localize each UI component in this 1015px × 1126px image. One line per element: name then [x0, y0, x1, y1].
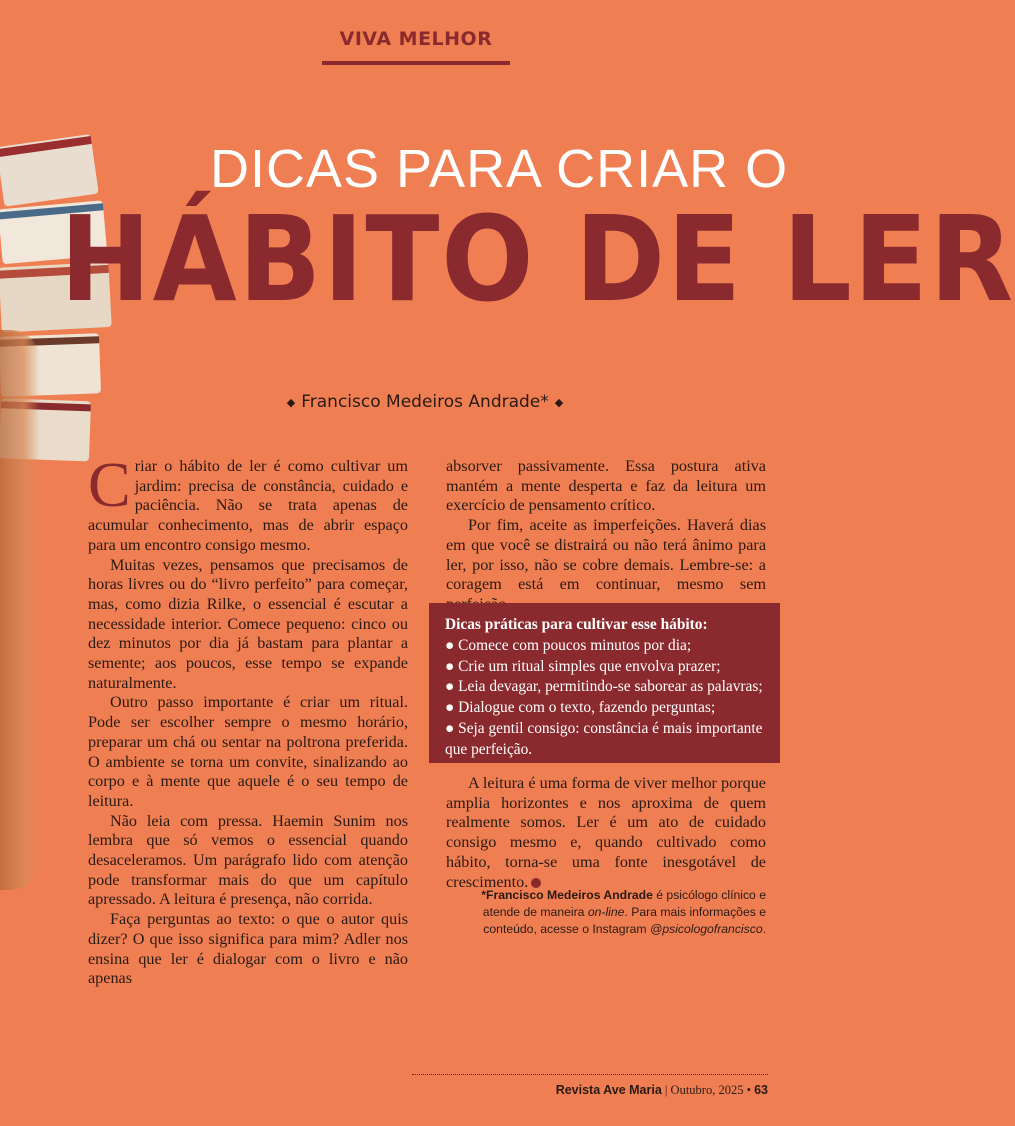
title-line-1: DICAS PARA CRIAR O [210, 139, 789, 199]
footer-separator: | [664, 1083, 668, 1097]
section-label: VIVA MELHOR [339, 28, 493, 50]
title-line-2: HÁBITO DE LER [60, 190, 1015, 328]
paragraph-7: A leitura é uma forma de viver melhor porque amplia horizontes e nos aproxima de quem realmente somos. Ler é um ato de cuidado consigo mesmo e, quando cultivado como hábito, torna-se uma fonte inesgotável de crescimento. [446, 774, 766, 891]
instagram-handle: @psicologofrancisco [649, 922, 763, 937]
diamond-ornament-icon: ◆ [286, 395, 296, 409]
tip-item: ● Dialogue com o texto, fazendo perguntas; [445, 699, 716, 717]
paragraph-1: Criar o hábito de ler é como cultivar um jardim: precisa de constância, cuidado e paciência. Não se trata apenas de acumular conhecimento, mas de abrir espaço para um encontro consigo mesmo. [88, 449, 408, 554]
tip-item: ● Crie um ritual simples que envolva prazer; [445, 657, 721, 675]
section-rule [322, 61, 510, 65]
tip-item: ● Seja gentil consigo: constância é mais importante que perfeição. [445, 719, 763, 758]
tips-box [429, 603, 780, 763]
footer [412, 1083, 768, 1098]
page-number: 63 [754, 1083, 768, 1097]
diamond-ornament-icon: ◆ [554, 395, 564, 409]
footer-rule [412, 1074, 768, 1075]
article-column-right-end [446, 774, 766, 892]
paragraph-6: Por fim, aceite as imperfeições. Haverá dias em que você se distrairá ou não terá ânimo para ler, por isso, não se cobre demais. Lembre-se: a coragem está em continuar, mesmo sem [446, 516, 766, 594]
article-column-right [446, 457, 766, 615]
drop-cap: C [88, 449, 131, 520]
paragraph-5: Faça perguntas ao texto: o que o autor quis dizer? O que isso significa para mim? Adler nos ensina que ler é dialogar com o livro e não apenas [88, 910, 408, 988]
article-column-left [88, 449, 408, 989]
paragraph-3: Outro passo importante é criar um ritual. Pode ser escolher sempre o mesmo horário, preparar um chá ou sentar na poltrona preferida. O ambiente se torna um convite, sinalizando ao corpo e à mente que aquele é o seu tempo de leitura. [88, 693, 408, 810]
issue-date: Outubro, 2025 • [670, 1083, 751, 1097]
paragraph-2: Muitas vezes, pensamos que precisamos de horas livres ou do “livro perfeito” para começar, mas, como dizia Rilke, o essencial é escutar a necessidade interior. Comece pequeno: cinco ou dez minutos por dia já bastam para plantar a semente; aos poucos, esse tempo se expande naturalmente. [88, 555, 408, 692]
paragraph-4: Não leia com pressa. Haemin Sunim nos lembra que só vemos o essencial quando desaceleramos. Um parágrafo lido com atenção pode transformar mais do que um capítulo apressado. A leitura é presença, não corrida. [88, 811, 408, 909]
hand-decoration [0, 330, 40, 890]
magazine-name: Revista Ave Maria [555, 1083, 662, 1097]
byline-author: Francisco Medeiros Andrade* [301, 392, 549, 412]
tips-title: Dicas práticas para cultivar esse hábito: [445, 616, 708, 633]
tip-item: ● Leia devagar, permitindo-se saborear as palavras; [445, 678, 763, 696]
tip-item: ● Comece com poucos minutos por dia; [445, 636, 692, 654]
paragraph-5-continued: absorver passivamente. Essa postura ativa mantém a mente desperta e faz da leitura um exercício de pensamento crítico. [446, 457, 766, 515]
byline [200, 392, 650, 412]
author-note: *Francisco Medeiros Andrade é psicólogo clínico e atende de maneira on-line. Para mais informações e conteúdo, acesse o Instagram @psicologofrancisco. [481, 888, 766, 937]
